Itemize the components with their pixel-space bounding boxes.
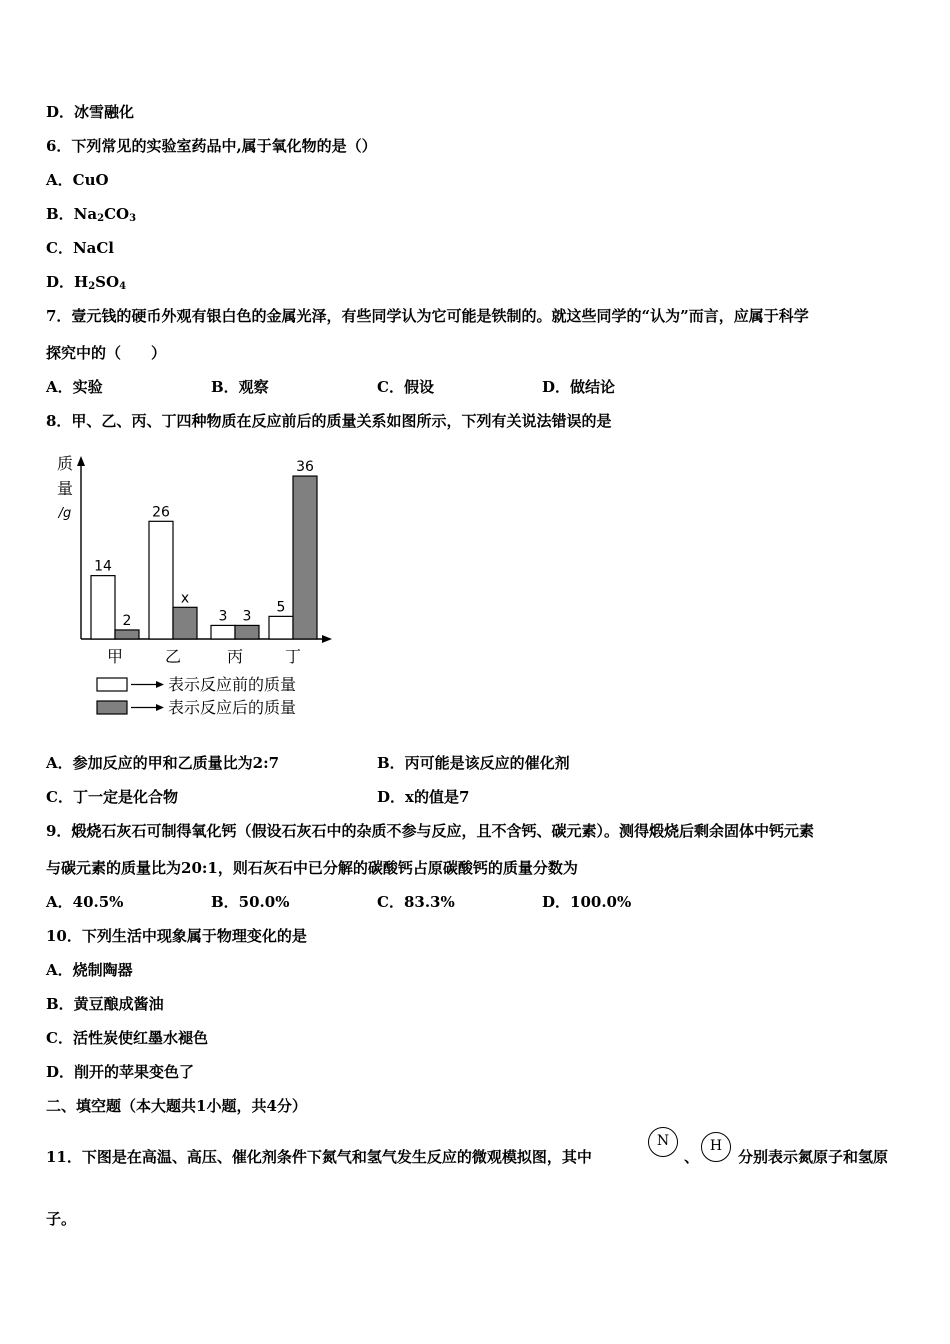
bar-乙-after xyxy=(173,607,197,639)
q11-stem-end: 子。 xyxy=(46,1210,77,1228)
q7-stem-line2: 探究中的（ ） xyxy=(46,344,167,362)
q6-option-a: A．CuO xyxy=(46,171,109,189)
bar-丁-after xyxy=(293,476,317,639)
y-axis-label-1: 质 xyxy=(56,454,74,473)
x-axis-arrow xyxy=(322,635,332,643)
q10-option-c: C．活性炭使红墨水褪色 xyxy=(46,1029,208,1047)
q6-stem: 6．下列常见的实验室药品中,属于氧化物的是（） xyxy=(46,137,377,155)
bar-丙-before xyxy=(211,625,235,639)
category-label-丁: 丁 xyxy=(284,647,302,666)
legend-arrow-head xyxy=(156,681,164,688)
q11-stem-cont: 分别表示氮原子和氢原 xyxy=(738,1148,889,1166)
bar-丙-after xyxy=(235,625,259,639)
category-label-丙: 丙 xyxy=(226,647,244,666)
section-title: 二、填空题（本大题共1小题，共4分） xyxy=(46,1097,307,1115)
data-label-甲-before: 14 xyxy=(94,558,112,575)
q8-option-d: D．x的值是7 xyxy=(377,788,470,806)
q10-option-a: A．烧制陶器 xyxy=(46,961,133,979)
q10-option-b: B．黄豆酿成酱油 xyxy=(46,995,164,1013)
bar-甲-after xyxy=(115,630,139,639)
data-label-甲-after: 2 xyxy=(122,612,132,629)
q9-stem-line2: 与碳元素的质量比为20:1，则石灰石中已分解的碳酸钙占原碳酸钙的质量分数为 xyxy=(46,859,578,877)
hydrogen-atom-icon: H xyxy=(701,1132,731,1162)
q7-option-b: B．观察 xyxy=(211,378,269,396)
q7-option-d: D．做结论 xyxy=(542,378,616,396)
q10-option-d: D．削开的苹果变色了 xyxy=(46,1063,195,1081)
category-label-乙: 乙 xyxy=(164,647,182,666)
legend-label-before: 表示反应前的质量 xyxy=(168,675,297,694)
q9-stem-line1: 9．煅烧石灰石可制得氧化钙（假设石灰石中的杂质不参与反应，且不含钙、碳元素）。测得煅烧后剩余固体中钙元素 xyxy=(46,822,814,840)
bar-甲-before xyxy=(91,576,115,639)
data-label-丙-before: 3 xyxy=(218,608,228,625)
legend-arrow-head xyxy=(156,704,164,711)
q6-option-d: D．$H_2SO_4$ xyxy=(46,273,127,292)
q8-option-c: C．丁一定是化合物 xyxy=(46,788,178,806)
q10-stem: 10．下列生活中现象属于物理变化的是 xyxy=(46,927,307,945)
y-axis-label-2: 量 xyxy=(56,479,74,498)
y-axis-label-3: /g xyxy=(58,506,72,521)
q8-stem: 8．甲、乙、丙、丁四种物质在反应前后的质量关系如图所示，下列有关说法错误的是 xyxy=(46,412,612,430)
data-label-丁-before: 5 xyxy=(276,599,286,616)
q5-option-d: D．冰雪融化 xyxy=(46,103,135,121)
legend-swatch-before xyxy=(97,678,127,691)
bar-乙-before xyxy=(149,521,173,639)
y-axis-arrow xyxy=(77,456,85,466)
q6-option-c: C．NaCl xyxy=(46,239,115,257)
q7-option-a: A．实验 xyxy=(46,378,103,396)
data-label-乙-before: 26 xyxy=(152,504,170,521)
q7-stem-line1: 7．壹元钱的硬币外观有银白色的金属光泽，有些同学认为它可能是铁制的。就这些同学的“认为”而言，应属于科学 xyxy=(46,307,809,325)
q11-stem: 11．下图是在高温、高压、催化剂条件下氮气和氢气发生反应的微观模拟图，其中 xyxy=(46,1148,592,1166)
category-label-甲: 甲 xyxy=(106,647,124,666)
q7-option-c: C．假设 xyxy=(377,378,434,396)
bar-丁-before xyxy=(269,616,293,639)
q11-separator: 、 xyxy=(684,1148,700,1166)
q6-option-b: B．$Na_2CO_3$ xyxy=(46,205,137,224)
q8-option-a: A．参加反应的甲和乙质量比为2:7 xyxy=(46,754,280,772)
data-label-丙-after: 3 xyxy=(242,608,252,625)
data-label-丁-after: 36 xyxy=(296,459,314,476)
q9-option-d: D．100.0% xyxy=(542,893,632,911)
q9-option-a: A．40.5% xyxy=(46,893,124,911)
legend-swatch-after xyxy=(97,701,127,714)
data-label-乙-after: x xyxy=(180,590,190,607)
q8-option-b: B．丙可能是该反应的催化剂 xyxy=(377,754,570,772)
mass-bar-chart xyxy=(40,448,340,728)
q9-option-b: B．50.0% xyxy=(211,893,290,911)
legend-label-after: 表示反应后的质量 xyxy=(168,698,297,717)
nitrogen-atom-icon: N xyxy=(648,1127,678,1157)
q9-option-c: C．83.3% xyxy=(377,893,455,911)
